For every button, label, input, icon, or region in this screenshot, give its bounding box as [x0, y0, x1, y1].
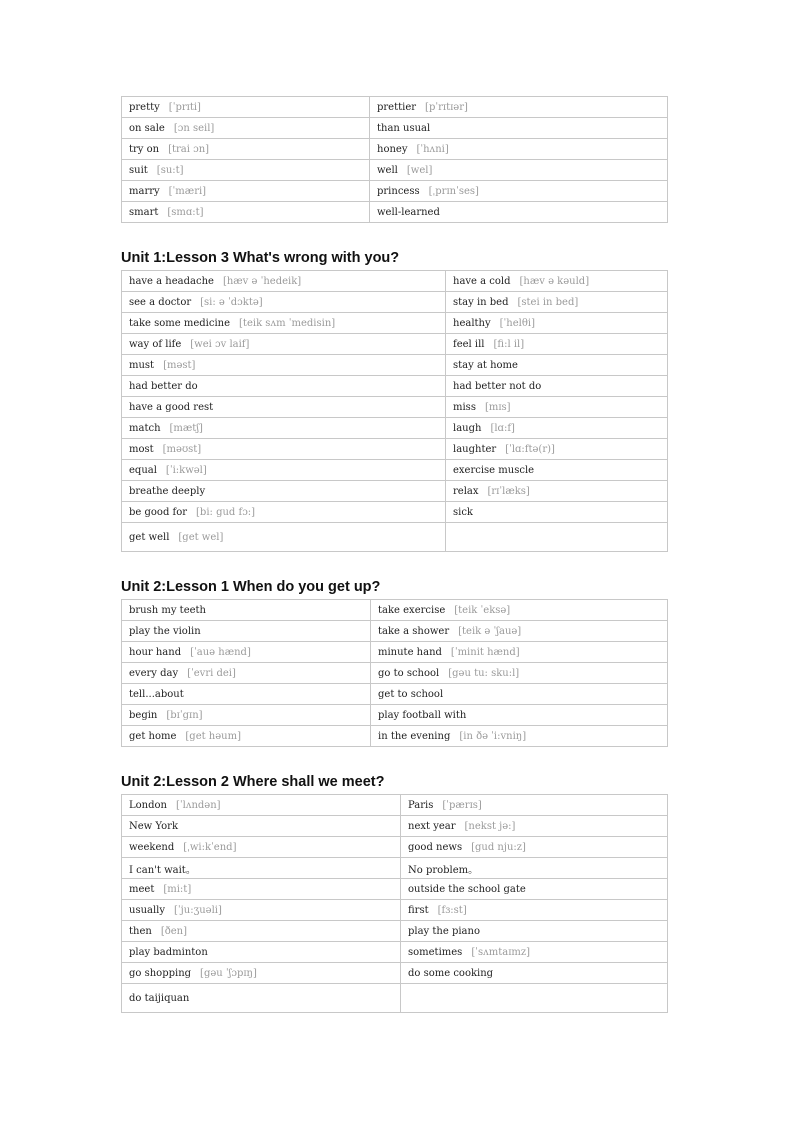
vocab-cell [122, 355, 446, 376]
vocab-cell [122, 837, 401, 858]
vocab-cell [371, 600, 668, 621]
vocab-cell [122, 621, 371, 642]
vocab-word: go shopping [129, 967, 192, 979]
vocab-pronunciation: [get həum] [185, 730, 241, 742]
vocab-pronunciation: [wel] [406, 164, 433, 176]
vocab-cell [401, 816, 668, 837]
vocab-cell [371, 705, 668, 726]
vocab-word: take exercise [378, 604, 446, 616]
table-row [122, 418, 668, 439]
vocab-word: match [129, 422, 161, 434]
vocab-word: laugh [453, 422, 482, 434]
table-row [122, 984, 668, 1013]
vocab-word: begin [129, 709, 158, 721]
vocab-pronunciation: [ˈminit hænd] [450, 646, 520, 658]
table-row [122, 705, 668, 726]
vocab-word: good news [408, 841, 463, 853]
vocab-table [121, 599, 668, 747]
table-row [122, 376, 668, 397]
vocab-cell [370, 202, 668, 223]
vocab-pronunciation: [su:t] [156, 164, 184, 176]
vocab-cell [122, 334, 446, 355]
vocab-pronunciation: [si: ə ˈdɔktə] [200, 296, 263, 308]
table-row [122, 621, 668, 642]
vocab-cell [370, 181, 668, 202]
vocab-pronunciation: [hæv ə kəuld] [519, 275, 590, 287]
vocab-word: get well [129, 531, 170, 543]
vocab-pronunciation: [gəu ˈʃɔpɪŋ] [200, 967, 257, 979]
vocab-word: brush my teeth [129, 604, 206, 616]
vocab-cell [122, 816, 401, 837]
vocab-word: well [377, 164, 398, 176]
vocab-pronunciation: [gəu tu: sku:l] [448, 667, 520, 679]
vocab-cell [401, 879, 668, 900]
vocab-word: most [129, 443, 154, 455]
vocab-pronunciation: [pˈrɪtɪər] [425, 101, 468, 113]
vocab-cell [122, 313, 446, 334]
vocab-pronunciation: [bi: gud fɔ:] [196, 506, 256, 518]
vocab-word: weekend [129, 841, 175, 853]
table-row [122, 642, 668, 663]
vocab-word: usually [129, 904, 166, 916]
vocab-cell [446, 292, 668, 313]
table-row [122, 202, 668, 223]
table-row [122, 397, 668, 418]
table-row [122, 460, 668, 481]
vocab-cell [446, 523, 668, 552]
vocab-word: miss [453, 401, 476, 413]
vocab-word: take some medicine [129, 317, 231, 329]
vocab-word: on sale [129, 122, 165, 134]
vocab-word: than usual [377, 122, 431, 134]
table-row [122, 726, 668, 747]
vocab-word: do taijiquan [129, 992, 190, 1004]
vocab-cell [371, 642, 668, 663]
vocab-pronunciation: [hæv ə ˈhedeik] [222, 275, 302, 287]
vocab-pronunciation: [məst] [163, 359, 196, 371]
vocab-word: smart [129, 206, 159, 218]
vocab-pronunciation: [mɪs] [484, 401, 511, 413]
vocab-word: be good for [129, 506, 188, 518]
vocab-word: sometimes [408, 946, 463, 958]
vocab-cell [122, 502, 446, 523]
spacer [121, 747, 668, 768]
vocab-cell [446, 418, 668, 439]
vocab-word: feel ill [453, 338, 485, 350]
vocab-table [121, 270, 668, 552]
table-row [122, 663, 668, 684]
vocab-pronunciation: [məʊst] [162, 443, 202, 455]
vocab-cell [122, 663, 371, 684]
vocab-cell [371, 663, 668, 684]
vocab-word: prettier [377, 101, 417, 113]
table-row [122, 271, 668, 292]
vocab-word: meet [129, 883, 155, 895]
vocab-cell [401, 837, 668, 858]
vocab-pronunciation: [ˈprɪti] [168, 101, 201, 113]
table-row [122, 795, 668, 816]
vocab-word: sick [453, 506, 473, 518]
vocab-word: princess [377, 185, 420, 197]
table-row [122, 334, 668, 355]
vocab-word: had better not do [453, 380, 542, 392]
vocab-pronunciation: [ˈhʌni] [416, 143, 449, 155]
vocab-word: have a good rest [129, 401, 214, 413]
vocab-pronunciation: [get wel] [178, 531, 224, 543]
vocab-word: try on [129, 143, 160, 155]
vocab-pronunciation: [mætʃ] [169, 422, 203, 434]
vocab-word: have a headache [129, 275, 214, 287]
unit-heading: Unit 2:Lesson 2 Where shall we meet? [121, 774, 385, 790]
vocab-word: exercise muscle [453, 464, 535, 476]
vocab-cell [446, 334, 668, 355]
vocab-word: first [408, 904, 429, 916]
spacer [121, 552, 668, 573]
vocab-cell [446, 313, 668, 334]
vocab-word: stay in bed [453, 296, 509, 308]
vocab-pronunciation: [fi:l il] [493, 338, 525, 350]
table-row [122, 97, 668, 118]
vocab-word: do some cooking [408, 967, 494, 979]
vocab-word: London [129, 799, 167, 811]
vocab-pronunciation: [stei in bed] [517, 296, 579, 308]
vocab-cell [122, 118, 370, 139]
vocab-word: No problem。 [408, 864, 479, 876]
vocab-cell [122, 439, 446, 460]
table-row [122, 942, 668, 963]
vocab-pronunciation: [ˈevri dei] [187, 667, 236, 679]
table-row [122, 921, 668, 942]
table-row [122, 837, 668, 858]
vocab-cell [122, 202, 370, 223]
unit-heading: Unit 1:Lesson 3 What's wrong with you? [121, 250, 400, 266]
vocab-cell [371, 621, 668, 642]
vocab-word: in the evening [378, 730, 451, 742]
vocab-word: well-learned [377, 206, 440, 218]
vocab-word: minute hand [378, 646, 442, 658]
vocab-cell [446, 397, 668, 418]
spacer [121, 223, 668, 244]
table-row [122, 139, 668, 160]
table-row [122, 481, 668, 502]
vocab-cell [401, 984, 668, 1013]
vocab-word: laughter [453, 443, 497, 455]
vocab-word: must [129, 359, 155, 371]
vocab-cell [446, 481, 668, 502]
vocab-cell [122, 984, 401, 1013]
vocab-cell [122, 376, 446, 397]
vocab-pronunciation: [lɑ:f] [490, 422, 515, 434]
vocab-cell [122, 97, 370, 118]
vocab-pronunciation: [ˈju:ʒuəli] [174, 904, 222, 916]
vocab-cell [401, 963, 668, 984]
vocab-word: healthy [453, 317, 491, 329]
unit-heading: Unit 2:Lesson 1 When do you get up? [121, 579, 381, 595]
table-row [122, 313, 668, 334]
vocab-pronunciation: [ɔn seil] [173, 122, 215, 134]
vocab-word: have a cold [453, 275, 511, 287]
vocab-word: take a shower [378, 625, 450, 637]
vocab-cell [401, 900, 668, 921]
vocab-pronunciation: [ˈmæri] [168, 185, 207, 197]
vocab-word: Paris [408, 799, 434, 811]
vocab-word: I can't wait。 [129, 864, 196, 876]
vocab-cell [122, 481, 446, 502]
vocab-pronunciation: [ˈpærɪs] [442, 799, 482, 811]
vocab-word: way of life [129, 338, 182, 350]
vocab-pronunciation: [ˈi:kwəl] [165, 464, 207, 476]
vocab-word: honey [377, 143, 408, 155]
vocab-cell [122, 523, 446, 552]
vocab-word: next year [408, 820, 456, 832]
vocab-pronunciation: [mi:t] [163, 883, 192, 895]
vocab-pronunciation: [ˈsʌmtaɪmz] [471, 946, 531, 958]
table-row [122, 858, 668, 879]
vocab-word: New York [129, 820, 178, 832]
vocab-cell [122, 795, 401, 816]
vocab-word: suit [129, 164, 148, 176]
vocab-word: get home [129, 730, 177, 742]
vocab-cell [446, 376, 668, 397]
vocab-pronunciation: [ˈhelθi] [499, 317, 535, 329]
document-page [121, 96, 668, 1013]
vocab-pronunciation: [fɜ:st] [437, 904, 467, 916]
table-row [122, 879, 668, 900]
vocab-pronunciation: [ˌwi:kˈend] [183, 841, 237, 853]
table-row [122, 292, 668, 313]
vocab-pronunciation: [teik sʌm ˈmedisin] [239, 317, 336, 329]
vocab-cell [122, 921, 401, 942]
vocab-cell [122, 292, 446, 313]
vocab-word: outside the school gate [408, 883, 526, 895]
vocab-pronunciation: [ˈlʌndən] [175, 799, 221, 811]
vocab-pronunciation: [in ðə ˈi:vniŋ] [459, 730, 527, 742]
vocab-cell [122, 271, 446, 292]
table-row [122, 963, 668, 984]
vocab-word: stay at home [453, 359, 518, 371]
vocab-cell [401, 942, 668, 963]
vocab-pronunciation: [wei ɔv laif] [190, 338, 250, 350]
vocab-word: play the piano [408, 925, 480, 937]
vocab-pronunciation: [ðen] [160, 925, 188, 937]
vocab-word: every day [129, 667, 179, 679]
vocab-cell [122, 684, 371, 705]
vocab-cell [122, 600, 371, 621]
vocab-pronunciation: [bɪˈgɪn] [166, 709, 203, 721]
vocab-cell [446, 271, 668, 292]
vocab-table [121, 794, 668, 1013]
table-row [122, 181, 668, 202]
vocab-cell [370, 118, 668, 139]
vocab-cell [122, 397, 446, 418]
vocab-cell [122, 139, 370, 160]
vocab-cell [370, 160, 668, 181]
vocab-pronunciation: [ˌprɪnˈses] [428, 185, 479, 197]
vocab-pronunciation: [nekst jə:] [464, 820, 516, 832]
vocab-word: play football with [378, 709, 467, 721]
table-row [122, 600, 668, 621]
vocab-cell [446, 355, 668, 376]
vocab-cell [122, 160, 370, 181]
table-row [122, 160, 668, 181]
vocab-cell [122, 705, 371, 726]
vocab-cell [446, 460, 668, 481]
vocab-cell [371, 726, 668, 747]
table-row [122, 816, 668, 837]
table-row [122, 502, 668, 523]
table-row [122, 523, 668, 552]
vocab-pronunciation: [rɪˈlæks] [487, 485, 530, 497]
vocab-cell [370, 97, 668, 118]
vocab-word: tell...about [129, 688, 184, 700]
vocab-word: then [129, 925, 152, 937]
table-row [122, 439, 668, 460]
vocab-cell [122, 181, 370, 202]
vocab-cell [122, 858, 401, 879]
vocab-pronunciation: [teik ə ˈʃauə] [458, 625, 522, 637]
vocab-cell [122, 642, 371, 663]
vocab-pronunciation: [teik ˈeksə] [454, 604, 511, 616]
vocab-table [121, 96, 668, 223]
vocab-cell [122, 726, 371, 747]
table-row [122, 118, 668, 139]
vocab-word: breathe deeply [129, 485, 206, 497]
vocab-word: get to school [378, 688, 444, 700]
vocab-pronunciation: [ˈauə hænd] [190, 646, 251, 658]
vocab-cell [446, 502, 668, 523]
vocab-cell [122, 460, 446, 481]
vocab-pronunciation: [trai ɔn] [168, 143, 210, 155]
vocab-word: marry [129, 185, 160, 197]
vocab-word: hour hand [129, 646, 182, 658]
vocab-word: relax [453, 485, 479, 497]
table-row [122, 684, 668, 705]
vocab-word: play the violin [129, 625, 201, 637]
vocab-word: had better do [129, 380, 198, 392]
table-row [122, 900, 668, 921]
vocab-pronunciation: [gud nju:z] [471, 841, 526, 853]
vocab-cell [122, 879, 401, 900]
vocab-word: equal [129, 464, 157, 476]
vocab-pronunciation: [ˈlɑ:ftə(r)] [505, 443, 555, 455]
vocab-cell [122, 900, 401, 921]
vocab-cell [122, 942, 401, 963]
vocab-pronunciation: [smɑ:t] [167, 206, 204, 218]
vocab-word: play badminton [129, 946, 208, 958]
vocab-cell [371, 684, 668, 705]
vocab-cell [401, 921, 668, 942]
vocab-word: pretty [129, 101, 160, 113]
vocab-cell [122, 963, 401, 984]
vocab-cell [446, 439, 668, 460]
vocab-cell [122, 418, 446, 439]
vocab-word: see a doctor [129, 296, 192, 308]
vocab-word: go to school [378, 667, 440, 679]
table-row [122, 355, 668, 376]
vocab-cell [401, 795, 668, 816]
vocab-cell [370, 139, 668, 160]
vocab-cell [401, 858, 668, 879]
